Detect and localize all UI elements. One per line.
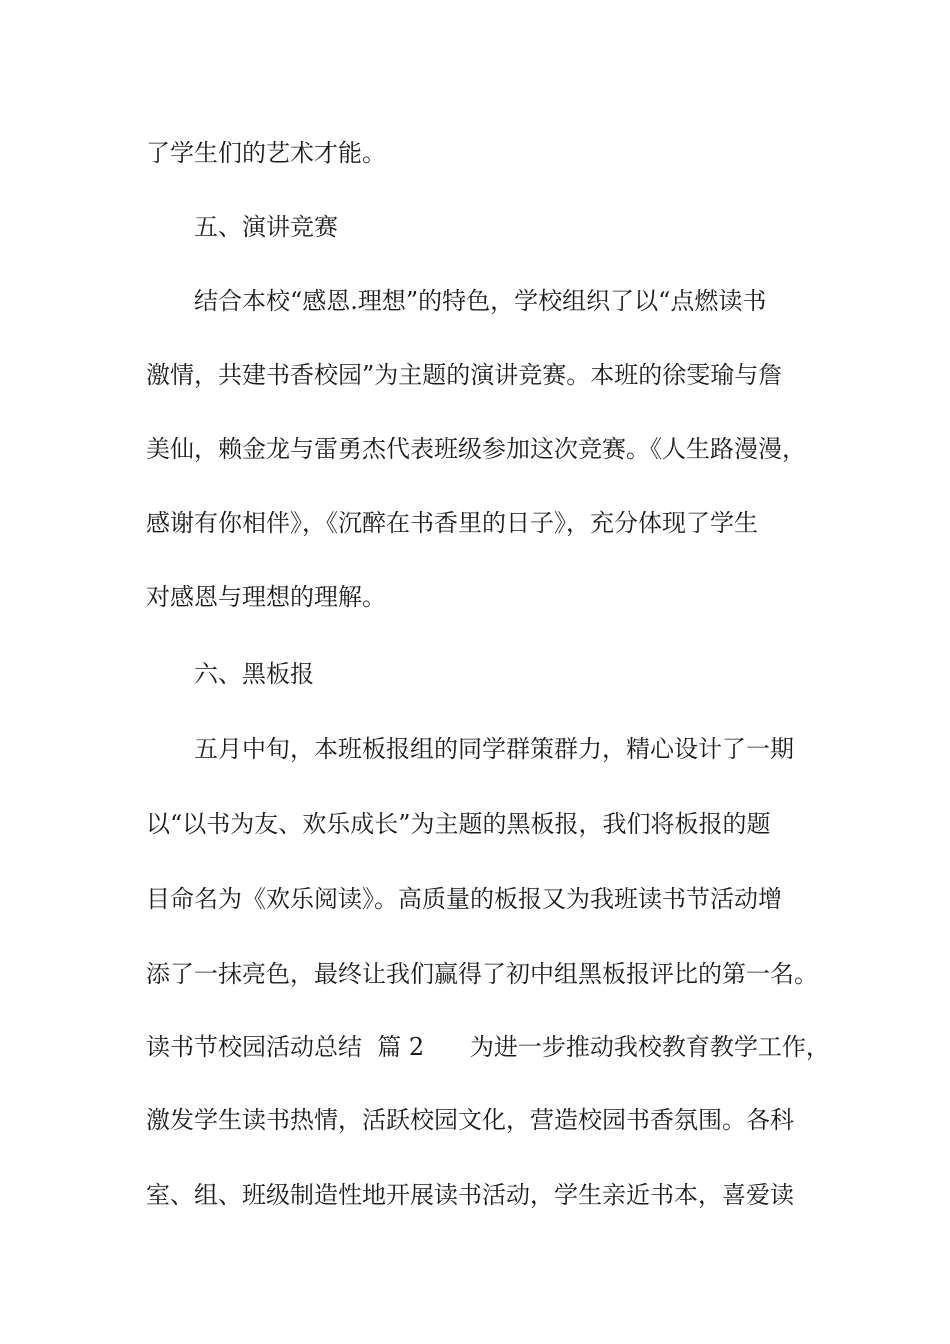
paragraph-line: 对感恩与理想的理解。 bbox=[146, 583, 386, 611]
paragraph-line: 感谢有你相伴》，《沉醉在书香里的日子》，充分体现了学生 bbox=[146, 509, 758, 537]
paragraph-line: 美仙，赖金龙与雷勇杰代表班级参加这次竞赛。《人生路漫漫， bbox=[146, 435, 806, 463]
section-heading-speech-contest: 五、演讲竞赛 bbox=[194, 213, 338, 241]
paragraph-line: 五月中旬，本班板报组的同学群策群力，精心设计了一期 bbox=[194, 735, 794, 763]
paragraph-line: 了学生们的艺术才能。 bbox=[146, 139, 386, 167]
paragraph-line: 目命名为《欢乐阅读》。高质量的板报又为我班读书节活动增 bbox=[146, 885, 782, 913]
paragraph-line: 激情，共建书香校园”为主题的演讲竞赛。本班的徐雯瑜与詹 bbox=[146, 361, 783, 389]
paragraph-line: 结合本校“感恩.理想”的特色，学校组织了以“点燃读书 bbox=[194, 287, 767, 315]
section-heading-blackboard: 六、黑板报 bbox=[194, 660, 314, 688]
paragraph-line: 以“以书为友、欢乐成长”为主题的黑板报，我们将板报的题 bbox=[146, 810, 771, 838]
paragraph-line: 添了一抹亮色，最终让我们赢得了初中组黑板报评比的第一名。 bbox=[146, 960, 818, 988]
paragraph-line: 激发学生读书热情，活跃校园文化，营造校园书香氛围。各科 bbox=[146, 1106, 794, 1134]
article-title-line: 读书节校园活动总结 篇 2 为进一步推动我校教育教学工作， bbox=[146, 1033, 830, 1061]
paragraph-line: 室、组、班级制造性地开展读书活动，学生亲近书本，喜爱读 bbox=[146, 1181, 794, 1209]
